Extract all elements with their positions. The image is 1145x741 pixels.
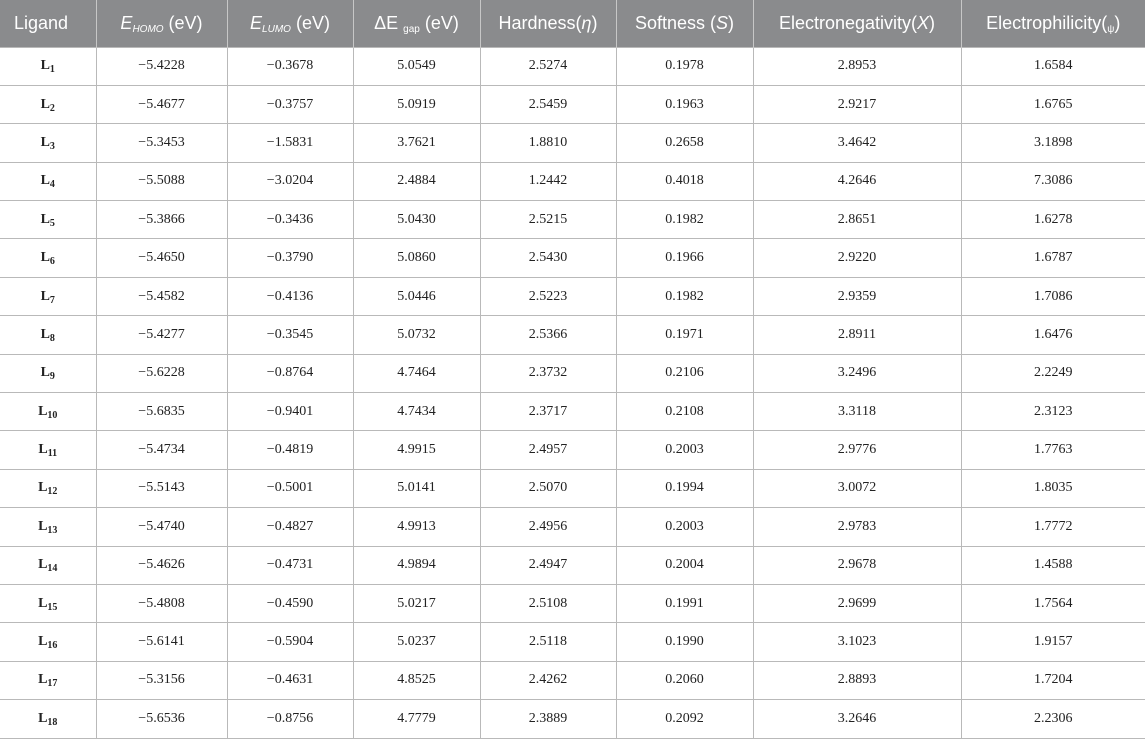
header-subscript: ψ: [1107, 23, 1115, 35]
ligand-cell: [0, 469, 96, 507]
e-lumo-cell: −0.9401: [227, 393, 353, 431]
table-row: [0, 431, 1145, 469]
softness-cell: 0.1978: [616, 47, 753, 85]
ligand-cell: [0, 124, 96, 162]
hardness-cell: 2.4956: [480, 508, 616, 546]
delta-e-gap-column-header: [353, 0, 480, 47]
table-row: [0, 623, 1145, 661]
ligand-label: L: [40, 96, 50, 112]
ligand-cell: [0, 85, 96, 123]
softness-cell: 0.2092: [616, 700, 753, 738]
electrophilicity-cell: 1.6584: [961, 47, 1145, 85]
table-row: [0, 47, 1145, 85]
electronegativity-cell: 3.3118: [753, 393, 961, 431]
e-homo-cell: −5.4734: [96, 431, 227, 469]
delta-e-gap-cell: 2.4884: [353, 162, 480, 200]
ligand-column-header: [0, 0, 96, 47]
ligand-label: L: [38, 634, 48, 650]
ligand-cell: [0, 201, 96, 239]
ligand-subscript: 9: [49, 371, 55, 383]
e-homo-cell: −5.4626: [96, 546, 227, 584]
e-lumo-cell: −0.3436: [227, 201, 353, 239]
hardness-cell: 2.4947: [480, 546, 616, 584]
ligand-subscript: 6: [49, 256, 55, 268]
hardness-cell: 2.5430: [480, 239, 616, 277]
table-row: [0, 316, 1145, 354]
softness-cell: 0.2108: [616, 393, 753, 431]
header-text: ΔE: [374, 12, 404, 33]
ligand-cell: [0, 431, 96, 469]
e-lumo-cell: −0.4136: [227, 277, 353, 315]
hardness-cell: 1.8810: [480, 124, 616, 162]
ligand-label: L: [40, 173, 50, 189]
electronegativity-column-header: [753, 0, 961, 47]
hardness-cell: 2.5108: [480, 584, 616, 622]
delta-e-gap-cell: 5.0446: [353, 277, 480, 315]
softness-column-header: [616, 0, 753, 47]
softness-cell: 0.1963: [616, 85, 753, 123]
delta-e-gap-cell: 5.0141: [353, 469, 480, 507]
header-unit: (eV): [419, 12, 459, 33]
hardness-cell: 2.5274: [480, 47, 616, 85]
e-homo-cell: −5.6835: [96, 393, 227, 431]
ligand-cell: [0, 162, 96, 200]
electrophilicity-cell: 1.7204: [961, 661, 1145, 699]
ligand-cell: [0, 316, 96, 354]
e-lumo-cell: −0.4731: [227, 546, 353, 584]
delta-e-gap-cell: 5.0860: [353, 239, 480, 277]
hardness-cell: 2.4262: [480, 661, 616, 699]
delta-e-gap-cell: 4.7464: [353, 354, 480, 392]
ligand-subscript: 7: [49, 294, 55, 306]
ligand-subscript: 15: [47, 601, 58, 613]
hardness-cell: 2.5366: [480, 316, 616, 354]
electronegativity-cell: 3.0072: [753, 469, 961, 507]
delta-e-gap-cell: 4.8525: [353, 661, 480, 699]
electrophilicity-cell: 1.6476: [961, 316, 1145, 354]
ligand-label: L: [40, 326, 50, 342]
electrophilicity-cell: 1.6278: [961, 201, 1145, 239]
ligand-subscript: 10: [47, 409, 58, 421]
hardness-cell: 2.3889: [480, 700, 616, 738]
table-header: [0, 0, 1145, 47]
table-row: [0, 354, 1145, 392]
electrophilicity-cell: 2.3123: [961, 393, 1145, 431]
e-homo-column-header: [96, 0, 227, 47]
header-text: Electronegativity(: [778, 12, 918, 33]
ligand-label: L: [38, 710, 48, 726]
e-lumo-cell: −0.3678: [227, 47, 353, 85]
ligand-subscript: 17: [47, 678, 58, 690]
electronegativity-cell: 2.8893: [753, 661, 961, 699]
electronegativity-cell: 2.9678: [753, 546, 961, 584]
e-homo-cell: −5.4650: [96, 239, 227, 277]
e-homo-cell: −5.4582: [96, 277, 227, 315]
table-row: [0, 546, 1145, 584]
softness-cell: 0.1982: [616, 201, 753, 239]
header-subscript: LUMO: [262, 23, 291, 35]
electronegativity-cell: 3.2496: [753, 354, 961, 392]
e-lumo-cell: −0.3545: [227, 316, 353, 354]
electronegativity-cell: 2.9783: [753, 508, 961, 546]
e-lumo-cell: −0.8764: [227, 354, 353, 392]
table-row: [0, 584, 1145, 622]
header-unit: ): [728, 12, 735, 33]
electronegativity-cell: 2.9217: [753, 85, 961, 123]
table-row: [0, 508, 1145, 546]
table-row: [0, 85, 1145, 123]
e-homo-cell: −5.6228: [96, 354, 227, 392]
delta-e-gap-cell: 5.0237: [353, 623, 480, 661]
hardness-cell: 2.5215: [480, 201, 616, 239]
delta-e-gap-cell: 4.9915: [353, 431, 480, 469]
e-lumo-cell: −0.4590: [227, 584, 353, 622]
e-homo-cell: −5.5143: [96, 469, 227, 507]
electrophilicity-cell: 1.4588: [961, 546, 1145, 584]
softness-cell: 0.1990: [616, 623, 753, 661]
softness-cell: 0.2060: [616, 661, 753, 699]
softness-cell: 0.2003: [616, 431, 753, 469]
electrophilicity-cell: 1.6765: [961, 85, 1145, 123]
e-lumo-cell: −0.3757: [227, 85, 353, 123]
ligand-label: L: [40, 58, 50, 74]
ligand-cell: [0, 239, 96, 277]
ligand-subscript: 4: [49, 179, 55, 191]
ligand-subscript: 2: [49, 102, 55, 114]
electrophilicity-cell: 1.8035: [961, 469, 1145, 507]
ligand-label: L: [38, 518, 48, 534]
header-symbol: X: [917, 12, 930, 33]
header-text: Electrophilicity(: [986, 12, 1108, 33]
softness-cell: 0.1991: [616, 584, 753, 622]
hardness-cell: 2.5118: [480, 623, 616, 661]
header-text: Softness (: [634, 12, 717, 33]
e-homo-cell: −5.4740: [96, 508, 227, 546]
electrophilicity-cell: 3.1898: [961, 124, 1145, 162]
hardness-cell: 2.5459: [480, 85, 616, 123]
delta-e-gap-cell: 4.7434: [353, 393, 480, 431]
softness-cell: 0.4018: [616, 162, 753, 200]
hardness-column-header: [480, 0, 616, 47]
hardness-cell: 2.4957: [480, 431, 616, 469]
electronegativity-cell: 3.2646: [753, 700, 961, 738]
softness-cell: 0.1982: [616, 277, 753, 315]
electrophilicity-cell: 1.7086: [961, 277, 1145, 315]
ligand-cell: [0, 47, 96, 85]
header-subscript: HOMO: [132, 23, 164, 35]
e-homo-cell: −5.4228: [96, 47, 227, 85]
ligand-label: L: [38, 480, 48, 496]
ligand-cell: [0, 623, 96, 661]
header-symbol: S: [716, 12, 729, 33]
table-row: [0, 661, 1145, 699]
header-unit: ): [929, 12, 936, 33]
table-row: [0, 700, 1145, 738]
softness-cell: 0.1971: [616, 316, 753, 354]
electronegativity-cell: 2.8651: [753, 201, 961, 239]
e-lumo-cell: −0.4827: [227, 508, 353, 546]
ligand-label: L: [40, 211, 50, 227]
e-homo-cell: −5.4677: [96, 85, 227, 123]
header-symbol: E: [250, 12, 263, 33]
header-unit: ): [1114, 12, 1121, 33]
electronegativity-cell: 2.9776: [753, 431, 961, 469]
e-homo-cell: −5.4277: [96, 316, 227, 354]
ligand-label: L: [38, 672, 48, 688]
e-homo-cell: −5.5088: [96, 162, 227, 200]
ligand-subscript: 12: [47, 486, 58, 498]
e-lumo-cell: −0.8756: [227, 700, 353, 738]
ligand-subscript: 3: [49, 140, 55, 152]
delta-e-gap-cell: 5.0732: [353, 316, 480, 354]
hardness-cell: 2.3732: [480, 354, 616, 392]
ligand-subscript: 13: [47, 524, 58, 536]
electronegativity-cell: 2.8911: [753, 316, 961, 354]
electrophilicity-cell: 7.3086: [961, 162, 1145, 200]
ligand-label: L: [38, 403, 48, 419]
e-lumo-cell: −1.5831: [227, 124, 353, 162]
delta-e-gap-cell: 4.7779: [353, 700, 480, 738]
ligand-cell: [0, 546, 96, 584]
delta-e-gap-cell: 3.7621: [353, 124, 480, 162]
ligand-label: L: [38, 595, 48, 611]
table-row: [0, 277, 1145, 315]
header-unit: ): [591, 12, 598, 33]
delta-e-gap-cell: 5.0549: [353, 47, 480, 85]
electrophilicity-cell: 1.7564: [961, 584, 1145, 622]
hardness-cell: 2.5070: [480, 469, 616, 507]
e-lumo-cell: −0.3790: [227, 239, 353, 277]
e-lumo-cell: −0.5904: [227, 623, 353, 661]
delta-e-gap-cell: 5.0430: [353, 201, 480, 239]
electronegativity-cell: 4.2646: [753, 162, 961, 200]
ligand-subscript: 18: [47, 716, 58, 728]
ligand-cell: [0, 508, 96, 546]
ligand-label: L: [40, 250, 50, 266]
e-homo-cell: −5.4808: [96, 584, 227, 622]
ligand-label: L: [38, 442, 48, 458]
delta-e-gap-cell: 5.0217: [353, 584, 480, 622]
e-homo-cell: −5.6141: [96, 623, 227, 661]
table-row: [0, 393, 1145, 431]
ligand-subscript: 14: [47, 563, 58, 575]
electrophilicity-cell: 2.2249: [961, 354, 1145, 392]
table-row: [0, 201, 1145, 239]
e-homo-cell: −5.3453: [96, 124, 227, 162]
softness-cell: 0.2004: [616, 546, 753, 584]
e-homo-cell: −5.3156: [96, 661, 227, 699]
ligand-cell: [0, 354, 96, 392]
ligand-subscript: 1: [49, 64, 55, 76]
e-lumo-cell: −0.4631: [227, 661, 353, 699]
header-unit: (eV): [163, 12, 203, 33]
ligand-label: L: [40, 288, 50, 304]
e-homo-cell: −5.3866: [96, 201, 227, 239]
ligand-subscript: 11: [47, 448, 58, 460]
header-subscript: gap: [403, 23, 420, 35]
ligand-label: L: [40, 134, 50, 150]
hardness-cell: 2.3717: [480, 393, 616, 431]
ligand-cell: [0, 393, 96, 431]
electrophilicity-cell: 2.2306: [961, 700, 1145, 738]
table-body: [0, 47, 1145, 738]
ligand-subscript: 5: [49, 217, 55, 229]
ligand-cell: [0, 661, 96, 699]
header-row: [0, 0, 1145, 47]
electronegativity-cell: 2.8953: [753, 47, 961, 85]
delta-e-gap-cell: 5.0919: [353, 85, 480, 123]
table-row: [0, 162, 1145, 200]
ligand-label: L: [40, 365, 50, 381]
header-text: Hardness(: [498, 12, 582, 33]
ligand-subscript: 8: [49, 332, 55, 344]
header-symbol: η: [581, 12, 592, 33]
electronegativity-cell: 2.9699: [753, 584, 961, 622]
ligand-cell: [0, 584, 96, 622]
header-unit: (eV): [290, 12, 330, 33]
ligand-cell: [0, 277, 96, 315]
electrophilicity-cell: 1.9157: [961, 623, 1145, 661]
electronegativity-cell: 3.4642: [753, 124, 961, 162]
softness-cell: 0.1966: [616, 239, 753, 277]
electronegativity-cell: 3.1023: [753, 623, 961, 661]
electrophilicity-cell: 1.6787: [961, 239, 1145, 277]
hardness-cell: 2.5223: [480, 277, 616, 315]
hardness-cell: 1.2442: [480, 162, 616, 200]
e-lumo-cell: −0.5001: [227, 469, 353, 507]
ligand-label: L: [38, 557, 48, 573]
table-row: [0, 469, 1145, 507]
e-lumo-column-header: [227, 0, 353, 47]
e-lumo-cell: −3.0204: [227, 162, 353, 200]
header-text: Ligand: [14, 12, 69, 33]
table-row: [0, 124, 1145, 162]
electrophilicity-cell: 1.7763: [961, 431, 1145, 469]
e-homo-cell: −5.6536: [96, 700, 227, 738]
e-lumo-cell: −0.4819: [227, 431, 353, 469]
ligand-cell: [0, 700, 96, 738]
delta-e-gap-cell: 4.9894: [353, 546, 480, 584]
softness-cell: 0.2106: [616, 354, 753, 392]
header-symbol: E: [120, 12, 133, 33]
ligand-subscript: 16: [47, 640, 58, 652]
electronegativity-cell: 2.9220: [753, 239, 961, 277]
delta-e-gap-cell: 4.9913: [353, 508, 480, 546]
electronegativity-cell: 2.9359: [753, 277, 961, 315]
softness-cell: 0.1994: [616, 469, 753, 507]
electrophilicity-cell: 1.7772: [961, 508, 1145, 546]
softness-cell: 0.2658: [616, 124, 753, 162]
softness-cell: 0.2003: [616, 508, 753, 546]
electrophilicity-column-header: [961, 0, 1145, 47]
table-row: [0, 239, 1145, 277]
